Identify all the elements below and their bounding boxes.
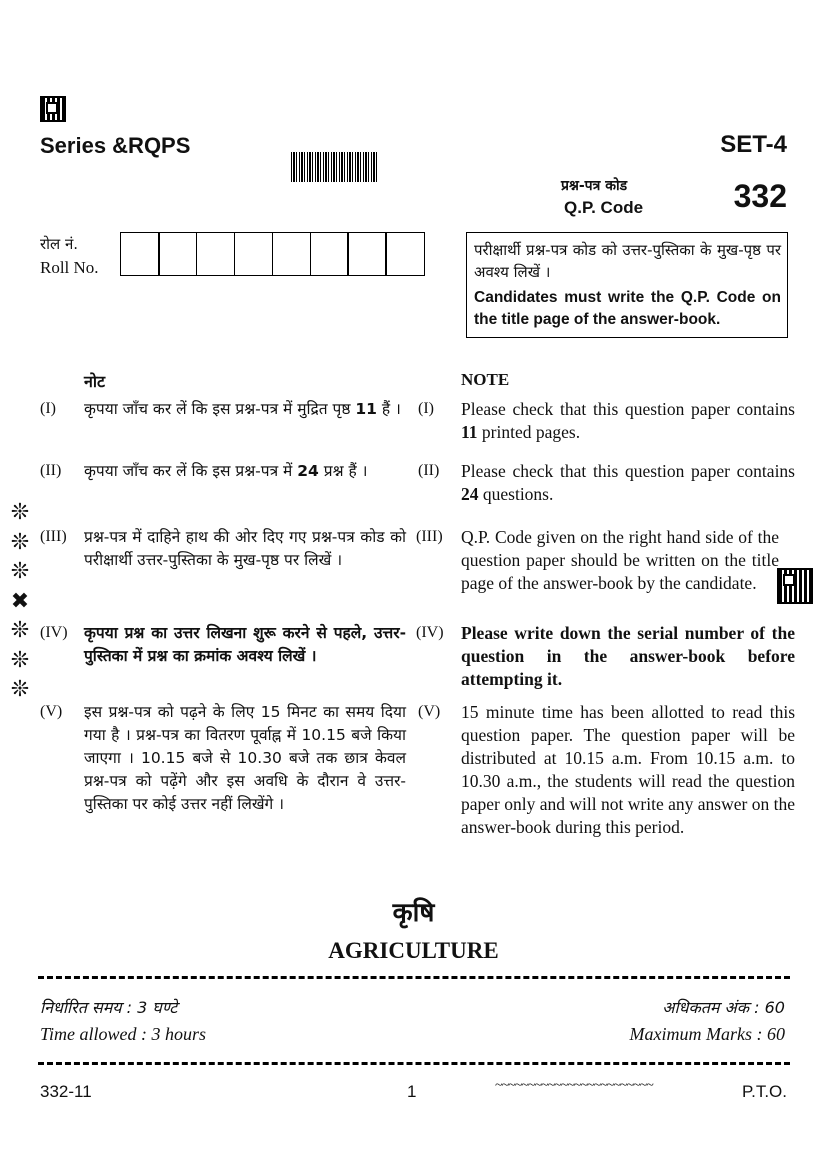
roll-digit-box[interactable] [196,232,236,276]
time-allowed: Time allowed : 3 hours [40,1024,207,1044]
divider [38,976,790,979]
item-number: (IV) [40,624,68,641]
barcode-icon [291,152,379,182]
item-number: (IV) [416,624,444,641]
roll-number-boxes[interactable] [120,232,425,276]
roll-digit-box[interactable] [158,232,198,276]
note-heading-hindi: नोट [84,372,106,391]
subject-title: AGRICULTURE [328,938,499,963]
qr-code-icon [40,96,66,122]
qr-code-icon [777,568,813,604]
roll-digit-box[interactable] [385,232,425,276]
item-number: (III) [416,528,443,545]
qp-code-instruction-box [466,232,788,338]
roll-digit-box[interactable] [234,232,274,276]
instruction-hindi: परीक्षार्थी प्रश्न-पत्र कोड को उत्तर-पुस्तिका के मुख-पृष्ठ पर अवश्य लिखें । [474,241,781,281]
note-heading: NOTE [461,370,510,389]
item-number: (I) [418,400,434,417]
max-marks: Maximum Marks : 60 [629,1024,785,1044]
note-item-english: Please check that this question paper contains 24 questions. [461,461,795,504]
note-item-english: Please write down the serial number of the question in the answer-book before attempting it. [461,623,795,689]
note-item-hindi: प्रश्न-पत्र में दाहिने हाथ की ओर दिए गए प्रश्न-पत्र कोड को परीक्षार्थी उत्तर-पुस्तिका के मुख-पृष्ठ पर लिखें । [84,528,406,569]
note-item-hindi: कृपया प्रश्न का उत्तर लिखना शुरू करने से पहले, उत्तर-पुस्तिका में प्रश्न का क्रमांक अवश्य लिखें । [84,624,406,665]
roll-digit-box[interactable] [310,232,350,276]
max-marks-hindi: अधिकतम अंक : 60 [662,998,785,1017]
time-allowed-hindi: निर्धारित समय : 3 घण्टे [40,998,178,1017]
note-item-english: Q.P. Code given on the right hand side of the question paper should be written on the title page of the answer-book by the candidate. [461,527,779,593]
qp-code-label: Q.P. Code [564,198,644,217]
set-number: SET-4 [720,131,787,158]
item-number: (I) [40,400,56,417]
subject-title-hindi: कृषि [392,898,435,928]
divider [38,1062,790,1065]
item-number: (II) [40,462,62,479]
qp-code-number: 332 [733,178,787,214]
item-number: (III) [40,528,67,545]
qp-code-label-hindi: प्रश्न-पत्र कोड [561,178,628,194]
please-turn-over: P.T.O. [741,1082,787,1101]
side-security-marks: ❊ ❊ ❊ ✖ ❊ ❊ ❊ [10,500,30,702]
roll-digit-box[interactable] [120,232,160,276]
instruction-english: Candidates must write the Q.P. Code on the title page of the answer-book. [474,289,781,328]
series-label: Series &RQPS [40,133,191,158]
page-number: 1 [407,1082,417,1101]
note-item-hindi: कृपया जाँच कर लें कि इस प्रश्न-पत्र में मुद्रित पृष्ठ 11 हैं । [84,400,401,418]
note-item-english: Please check that this question paper contains 11 printed pages. [461,399,795,442]
item-number: (II) [418,462,440,479]
footer-wave-line: ~~~~~~~~~~~~~~~~~~~~~~~~ [495,1078,653,1093]
roll-label: Roll No. [40,258,99,277]
note-item-english: 15 minute time has been allotted to read this question paper. The question paper will be distributed at 10.15 a.m. From 10.15 a.m. to 10.30 a.m., the students will read the question paper only and will not write any answer on the answer-book during this period. [461,702,795,837]
roll-label-hindi: रोल नं. [40,235,79,253]
footer-code: 332-11 [40,1082,92,1101]
note-item-hindi: कृपया जाँच कर लें कि इस प्रश्न-पत्र में 24 प्रश्न हैं । [84,462,368,480]
roll-digit-box[interactable] [272,232,312,276]
item-number: (V) [418,703,441,720]
roll-digit-box[interactable] [347,232,387,276]
item-number: (V) [40,703,63,720]
note-item-hindi: इस प्रश्न-पत्र को पढ़ने के लिए 15 मिनट का समय दिया गया है । प्रश्न-पत्र का वितरण पूर्वाह्न में 10.15 बजे किया जाएगा । 10.15 बजे से 10.30 बजे तक छात्र केवल प्रश्न-पत्र को पढ़ेंगे और इस अवधि के दौरान वे उत्तर-पुस्तिका पर कोई उत्तर नहीं लिखेंगे । [84,703,406,813]
